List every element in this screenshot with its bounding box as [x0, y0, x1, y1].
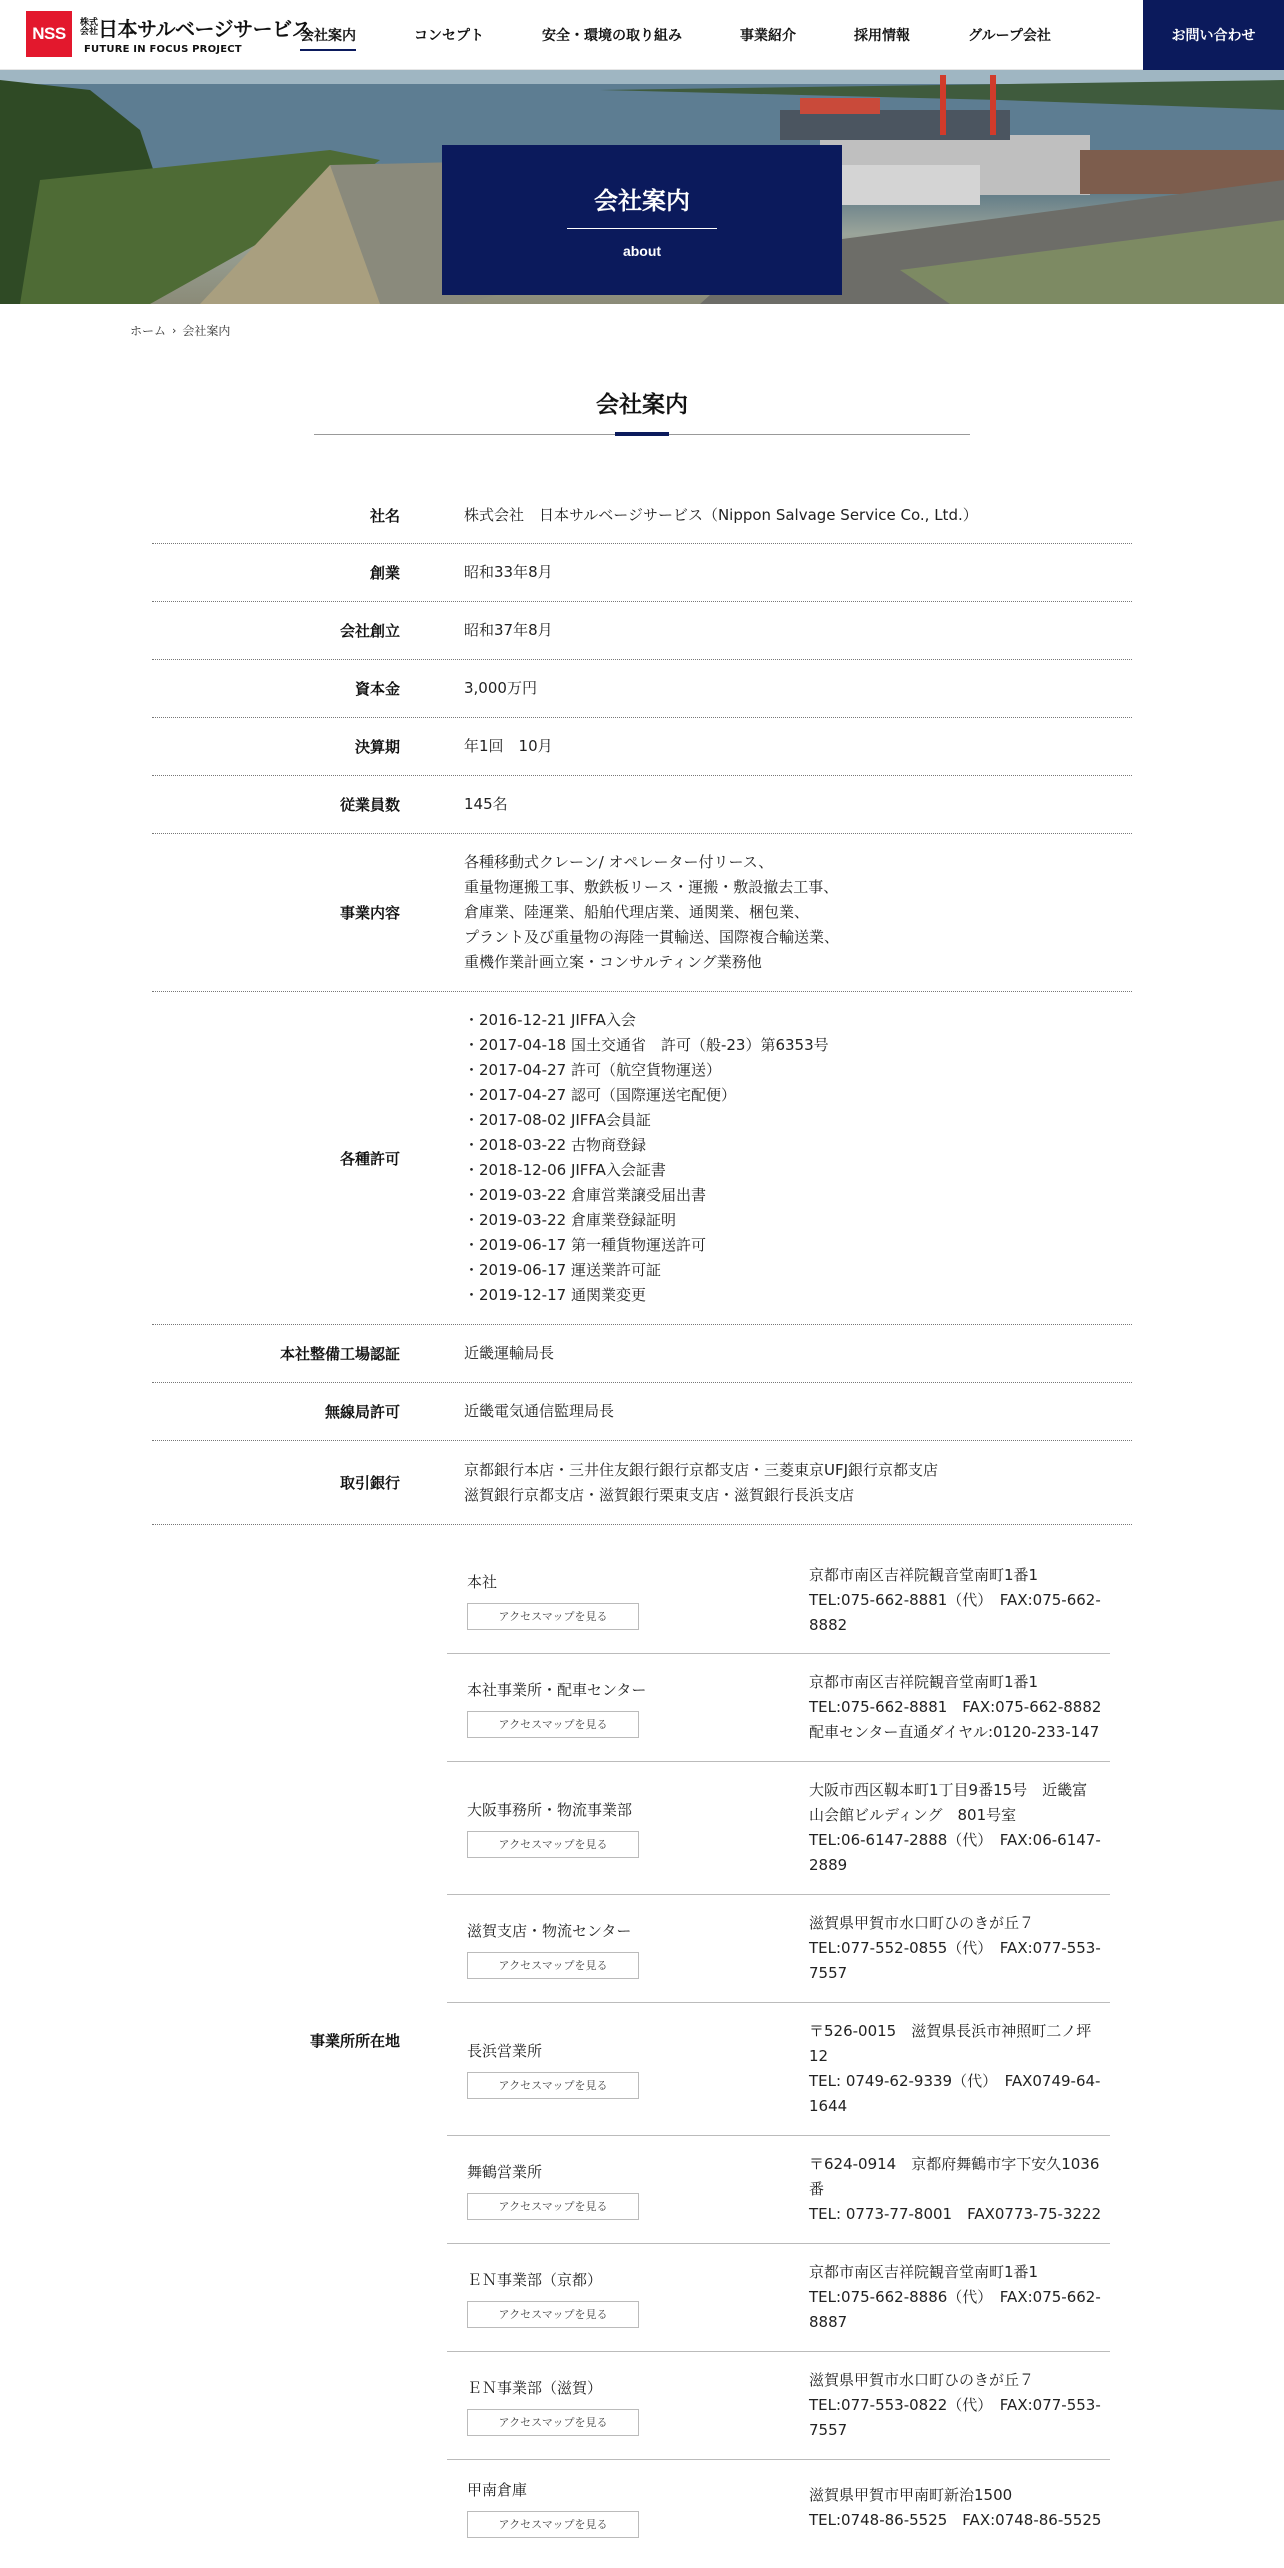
- access-map-button[interactable]: アクセスマップを見る: [467, 1831, 639, 1858]
- main-nav: [300, 0, 1109, 70]
- office-name: ＥＮ事業部（滋賀）: [467, 2378, 603, 2397]
- logo-text: [80, 13, 311, 55]
- address-line: 2889: [809, 1856, 848, 1874]
- row-label: 無線局許可: [324, 1403, 400, 1421]
- value-line: 株式会社 日本サルベージサービス（Nippon Salvage Service Co., Ltd.）: [464, 505, 978, 524]
- office-address: [787, 2136, 1110, 2243]
- row-value: [422, 503, 1132, 528]
- office-address: [787, 1547, 1110, 1653]
- value-line: ・2019-06-17 第一種貨物運送許可: [464, 1236, 706, 1254]
- row-capital: [152, 660, 1132, 718]
- office-left: [447, 2003, 787, 2135]
- value-line: 滋賀銀行京都支店・滋賀銀行栗東支店・滋賀銀行長浜支店: [464, 1485, 855, 1504]
- office-left: [447, 2352, 787, 2459]
- value-line: ・2019-12-17 通関業変更: [464, 1286, 646, 1304]
- row-company-name: [152, 487, 1132, 544]
- office-address: [787, 1762, 1110, 1894]
- value-line: ・2019-06-17 運送業許可証: [464, 1261, 661, 1279]
- breadcrumb-home[interactable]: ホーム: [130, 324, 167, 338]
- access-map-button[interactable]: アクセスマップを見る: [467, 2301, 639, 2328]
- office-left: [447, 1762, 787, 1894]
- breadcrumb-current: 会社案内: [182, 324, 231, 338]
- value-line: 重量物運搬工事、敷鉄板リース・運搬・敷設撤去工事、: [464, 878, 839, 896]
- address-line: 12: [809, 2047, 829, 2065]
- access-map-button[interactable]: アクセスマップを見る: [467, 2511, 639, 2538]
- access-map-button[interactable]: アクセスマップを見る: [467, 1711, 639, 1738]
- breadcrumb: [130, 322, 230, 339]
- value-line: 昭和33年8月: [464, 563, 553, 581]
- office-item: [447, 1547, 1110, 1654]
- address-line: 滋賀県甲賀市水口町ひのきが丘７: [809, 2371, 1035, 2389]
- address-line: 大阪市西区靱本町1丁目9番15号 近畿富: [809, 1781, 1088, 1799]
- nav-item-business[interactable]: 事業紹介: [740, 28, 796, 44]
- hero-title: 会社案内: [567, 181, 717, 229]
- office-item: [447, 1654, 1110, 1762]
- office-item: [447, 2352, 1110, 2460]
- site-header: [0, 0, 1284, 70]
- row-offices: [152, 1525, 1132, 2556]
- address-line: TEL:077-553-0822（代） FAX:077-553-: [809, 2396, 1101, 2414]
- office-left: [447, 1547, 787, 1653]
- access-map-button[interactable]: アクセスマップを見る: [467, 2409, 639, 2436]
- office-address: [787, 1654, 1110, 1761]
- value-line: ・2017-04-27 認可（国際運送宅配便）: [464, 1086, 736, 1104]
- hero-banner: [0, 70, 1284, 304]
- office-left: [447, 1895, 787, 2002]
- address-line: 配車センター直通ダイヤル:0120-233-147: [809, 1723, 1100, 1741]
- row-radio-license: [152, 1383, 1132, 1441]
- row-value: [422, 850, 1132, 975]
- site-logo[interactable]: [26, 11, 311, 57]
- address-line: 〒526-0015 滋賀県長浜市神照町二ノ坪: [809, 2022, 1092, 2040]
- row-value: [422, 734, 1132, 759]
- row-value: [422, 1341, 1132, 1366]
- value-line: ・2018-12-06 JIFFA入会証書: [464, 1161, 666, 1179]
- value-line: 145名: [464, 795, 508, 813]
- value-line: 近畿電気通信監理局長: [464, 1402, 615, 1420]
- row-value: [422, 1458, 1132, 1508]
- row-value: [422, 792, 1132, 817]
- address-line: TEL: 0773-77-8001 FAX0773-75-3222: [809, 2205, 1102, 2223]
- value-line: ・2017-08-02 JIFFA会員証: [464, 1111, 651, 1129]
- value-line: 重機作業計画立案・コンサルティング業務他: [464, 953, 762, 971]
- office-name: 長浜営業所: [467, 2042, 543, 2060]
- value-line: 京都銀行本店・三井住友銀行銀行京都支店・三菱東京UFJ銀行京都支店: [464, 1460, 939, 1479]
- office-address: [787, 2460, 1110, 2556]
- row-label: 創業: [369, 564, 400, 582]
- hero-title-box: [442, 145, 842, 295]
- office-item: [447, 1895, 1110, 2003]
- logo-line: [80, 13, 311, 42]
- row-label: 事業内容: [339, 904, 400, 922]
- company-info-table: [152, 487, 1132, 2556]
- row-employees: [152, 776, 1132, 834]
- row-label: 会社創立: [339, 622, 400, 640]
- value-line: ・2019-03-22 倉庫営業譲受届出書: [464, 1186, 706, 1204]
- row-banks: [152, 1441, 1132, 1525]
- row-label: 各種許可: [339, 1149, 400, 1168]
- row-label: 決算期: [354, 738, 400, 756]
- logo-tagline: FUTURE IN FOCUS PROJECT: [84, 44, 242, 55]
- address-line: 滋賀県甲賀市甲南町新治1500: [809, 2486, 1013, 2504]
- row-value: [422, 618, 1132, 643]
- hero-subtitle: about: [622, 243, 662, 259]
- row-value: [422, 560, 1132, 585]
- office-item: [447, 2003, 1110, 2136]
- office-address: [787, 2003, 1110, 2135]
- value-line: プラント及び重量物の海陸一貫輸送、国際複合輸送業、: [464, 928, 840, 946]
- address-line: 京都市南区吉祥院観音堂南町1番1: [809, 1673, 1039, 1691]
- value-line: ・2017-04-18 国土交通省 許可（般-23）第6353号: [464, 1036, 829, 1054]
- row-licenses: [152, 992, 1132, 1325]
- value-line: 倉庫業、陸運業、船舶代理店業、通関業、梱包業、: [464, 903, 810, 921]
- address-line: TEL: 0749-62-9339（代） FAX0749-64-: [809, 2072, 1101, 2090]
- row-label: 取引銀行: [339, 1474, 400, 1492]
- office-name: 大阪事務所・物流事業部: [467, 1801, 633, 1819]
- address-line: 〒624-0914 京都府舞鶴市字下安久1036: [809, 2155, 1100, 2173]
- address-line: TEL:06-6147-2888（代） FAX:06-6147-: [809, 1831, 1101, 1849]
- value-line: ・2017-04-27 許可（航空貨物運送）: [464, 1061, 721, 1079]
- access-map-button[interactable]: アクセスマップを見る: [467, 1952, 639, 1979]
- address-line: 山会館ビルディング 801号室: [809, 1806, 1017, 1824]
- office-address: [787, 1895, 1110, 2002]
- access-map-button[interactable]: アクセスマップを見る: [467, 2072, 639, 2099]
- address-line: TEL:0748-86-5525 FAX:0748-86-5525: [809, 2511, 1102, 2529]
- contact-button[interactable]: お問い合わせ: [1143, 0, 1284, 70]
- address-line: 京都市南区吉祥院観音堂南町1番1: [809, 1565, 1039, 1584]
- logo-company-name: 日本サルベージサービス: [98, 17, 312, 41]
- office-name: 本社: [467, 1573, 498, 1591]
- access-map-button[interactable]: アクセスマップを見る: [467, 2193, 639, 2220]
- value-line: ・2016-12-21 JIFFA入会: [464, 1011, 636, 1029]
- row-value: [422, 676, 1132, 701]
- value-line: 昭和37年8月: [464, 621, 553, 639]
- chevron-right-icon: ›: [172, 324, 177, 337]
- office-name: 本社事業所・配車センター: [467, 1680, 647, 1699]
- address-line: 番: [809, 2180, 825, 2198]
- row-value: [422, 1399, 1132, 1424]
- office-item: [447, 2460, 1110, 2556]
- office-list: [422, 1525, 1132, 2556]
- nav-item-recruit[interactable]: 採用情報: [854, 28, 910, 44]
- office-item: [447, 2136, 1110, 2244]
- row-label: 事業所所在地: [309, 2032, 400, 2050]
- address-line: 滋賀県甲賀市水口町ひのきが丘７: [809, 1914, 1035, 1932]
- title-accent: [615, 432, 669, 436]
- row-founded: [152, 544, 1132, 602]
- address-line: 7557: [809, 1964, 848, 1982]
- value-line: 3,000万円: [464, 679, 537, 697]
- row-factory-cert: [152, 1325, 1132, 1383]
- office-name: 滋賀支店・物流センター: [467, 1921, 632, 1940]
- office-left: [447, 1654, 787, 1761]
- nav-item-safety[interactable]: 安全・環境の取り組み: [542, 28, 682, 44]
- office-left: [447, 2244, 787, 2351]
- row-label: 従業員数: [339, 796, 400, 814]
- row-value: [422, 1008, 1132, 1308]
- nav-item-concept[interactable]: コンセプト: [414, 28, 484, 44]
- office-item: [447, 1762, 1110, 1895]
- address-line: TEL:077-552-0855（代） FAX:077-553-: [809, 1939, 1101, 1957]
- value-line: ・2019-03-22 倉庫業登録証明: [464, 1211, 676, 1229]
- address-line: 8887: [809, 2313, 848, 2331]
- office-address: [787, 2244, 1110, 2351]
- row-label: 資本金: [354, 680, 400, 698]
- office-name: 舞鶴営業所: [467, 2162, 543, 2181]
- row-established: [152, 602, 1132, 660]
- value-line: 年1回 10月: [464, 737, 553, 755]
- access-map-button[interactable]: アクセスマップを見る: [467, 1603, 639, 1630]
- address-line: 8882: [809, 1615, 848, 1634]
- office-name: ＥＮ事業部（京都）: [467, 2270, 603, 2289]
- address-line: TEL:075-662-8881 FAX:075-662-8882: [809, 1698, 1102, 1716]
- nav-item-group[interactable]: グループ会社: [968, 28, 1051, 44]
- value-line: 各種移動式クレーン/ オペレーター付リース、: [464, 853, 774, 871]
- value-line: ・2018-03-22 古物商登録: [464, 1136, 646, 1154]
- address-line: 1644: [809, 2097, 848, 2115]
- office-left: [447, 2460, 787, 2556]
- office-left: [447, 2136, 787, 2243]
- office-item: [447, 2244, 1110, 2352]
- logo-kabu: 株式会社: [80, 17, 99, 37]
- logo-mark: NSS: [26, 11, 72, 57]
- address-line: TEL:075-662-8881（代） FAX:075-662-: [809, 1590, 1101, 1609]
- row-label: 本社整備工場認証: [279, 1345, 400, 1363]
- row-business: [152, 834, 1132, 992]
- office-name: 甲南倉庫: [467, 2481, 528, 2499]
- page-title: 会社案内: [596, 392, 688, 418]
- nav-item-about[interactable]: 会社案内: [300, 19, 356, 51]
- row-fiscal: [152, 718, 1132, 776]
- row-label: 社名: [369, 506, 400, 525]
- office-address: [787, 2352, 1110, 2459]
- value-line: 近畿運輸局長: [464, 1344, 555, 1362]
- address-line: TEL:075-662-8886（代） FAX:075-662-: [809, 2288, 1101, 2306]
- address-line: 7557: [809, 2421, 848, 2439]
- address-line: 京都市南区吉祥院観音堂南町1番1: [809, 2263, 1039, 2281]
